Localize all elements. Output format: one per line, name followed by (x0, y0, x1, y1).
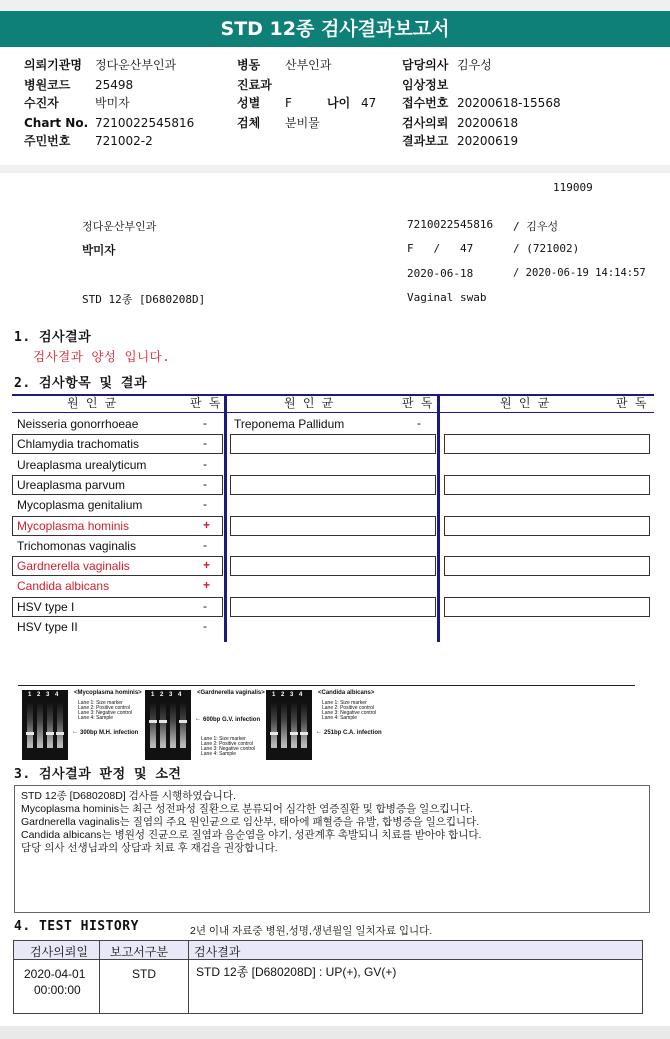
opinion-line: Gardnerella vaginalis는 질염의 주요 원인균으로 임산부, 태아에 패혈증을 유발, 합병증을 일으킵니다. (21, 816, 480, 828)
gel-title: <Candida albicans> (318, 690, 375, 696)
history-col-result: 검사결과 (194, 945, 241, 959)
empty-result-slot (230, 556, 436, 576)
gel-band (46, 732, 54, 735)
meta-department (237, 77, 272, 93)
section-4-heading: 4. TEST HISTORY (14, 919, 139, 934)
report-chart-no: 7210022545816 (407, 218, 494, 231)
meta-value: 김우성 (457, 58, 492, 72)
result-summary: 검사결과 양성 입니다. (33, 349, 171, 364)
report-number: 119009 (553, 181, 593, 194)
result-value: + (203, 578, 211, 593)
gel-legend-line: Lane 3: Negative control (322, 710, 377, 716)
column-header-pathogen: 원 인 균 (284, 396, 334, 410)
empty-result-slot (444, 597, 650, 617)
page-footer-bar (0, 1026, 670, 1039)
meta-clinical-info (402, 77, 448, 93)
opinion-line: STD 12종 [D680208D] 검사를 시행하였습니다. (21, 790, 236, 802)
meta-chart-no (24, 115, 195, 131)
report-sex-age: F / 47 (407, 242, 474, 255)
gel-lane (170, 702, 176, 748)
opinion-line: 담당 의사 선생님과의 상담과 치료 후 재검을 권장합니다. (21, 842, 278, 854)
meta-label: 임상정보 (402, 78, 449, 92)
section-3-heading: 3. 검사결과 판정 및 소견 (14, 767, 182, 782)
table-column-divider (437, 394, 440, 642)
result-value: - (203, 598, 207, 613)
meta-label: 병원코드 (24, 78, 71, 92)
meta-label: 나이 (327, 96, 351, 110)
meta-label: 검체 (237, 116, 261, 130)
result-value: - (203, 416, 207, 430)
arrow-left-icon: ← (72, 729, 78, 735)
column-header-result: 판 독 (190, 396, 221, 410)
meta-value: 분비물 (285, 116, 320, 130)
pathogen-name: Treponema Pallidum (234, 417, 345, 431)
meta-value: 산부인과 (285, 58, 332, 72)
gel-legend-line: Lane 1: Size marker (322, 700, 367, 706)
report-patient: 박미자 (82, 243, 116, 257)
gel-legend-line: Lane 1: Size marker (201, 736, 246, 742)
report-title: STD 12종 검사결과보고서 (0, 11, 670, 47)
pathogen-name: Trichomonas vaginalis (17, 538, 136, 553)
gel-legend-line: Lane 2: Positive control (78, 705, 130, 711)
meta-sex (237, 95, 292, 111)
arrow-left-icon: ← (195, 716, 201, 722)
gel-band (270, 732, 278, 735)
gel-band-label: 251bp C.A. infection (324, 730, 382, 736)
gel-lane (47, 702, 53, 748)
meta-value: 20200619 (457, 134, 519, 148)
gel-lane (281, 702, 287, 748)
result-value: - (203, 456, 207, 471)
meta-label: 진료과 (237, 78, 272, 92)
empty-result-slot (444, 556, 650, 576)
meta-ward (237, 57, 332, 73)
result-value: - (203, 537, 207, 552)
gel-band (26, 732, 34, 735)
history-row-time: 00:00:00 (34, 983, 81, 997)
gel-lane (37, 702, 43, 748)
section-1-heading: 1. 검사결과 (14, 330, 92, 345)
meta-label: Chart No. (24, 116, 89, 130)
gel-legend-line: Lane 4: Sample (78, 715, 114, 721)
result-value: + (203, 558, 211, 573)
gel-band (290, 732, 298, 735)
column-header-result: 판 독 (402, 396, 433, 410)
pathogen-name: HSV type I (17, 599, 75, 614)
header-info (0, 47, 670, 165)
pathogen-name: Mycoplasma genitalium (17, 498, 143, 513)
meta-label: 병동 (237, 58, 261, 72)
empty-result-slot (444, 475, 650, 495)
gel-legend-line: Lane 4: Sample (201, 751, 237, 757)
pathogen-name: Chlamydia trachomatis (17, 437, 140, 452)
history-col-divider (188, 941, 189, 1013)
gel-lane (150, 702, 156, 748)
history-table-header (14, 941, 642, 960)
gel-lane (57, 702, 63, 748)
column-header-pathogen: 원 인 균 (500, 396, 550, 410)
report-reported: / 2020-06-19 14:14:57 (513, 267, 646, 279)
gel-title: <Gardnerella vaginalis> (197, 690, 265, 696)
result-value: - (417, 416, 421, 430)
meta-label: 성별 (237, 96, 261, 110)
meta-value: 20200618 (457, 116, 519, 130)
meta-value: 47 (361, 96, 377, 110)
meta-age (327, 95, 377, 111)
history-row-type: STD (132, 967, 156, 981)
gel-lane-numbers: 1 2 3 4 (151, 692, 184, 698)
gel-lane (291, 702, 297, 748)
gel-lane (180, 702, 186, 748)
gel-title: <Mycoplasma hominis> (74, 690, 142, 696)
meta-value: F (285, 96, 292, 110)
report-birth: / (721002) (513, 242, 580, 255)
meta-report-date (402, 133, 519, 149)
history-note: 2년 이내 자료중 병원,성명,생년월일 일치자료 입니다. (190, 925, 433, 937)
gel-band (149, 720, 157, 723)
meta-label: 의뢰기관명 (24, 58, 82, 72)
history-row-date: 2020-04-01 (24, 967, 86, 981)
result-value: - (203, 476, 207, 491)
pathogen-name: Mycoplasma hominis (17, 518, 130, 533)
opinion-line: Mycoplasma hominis는 최근 성전파성 질환으로 분류되어 심각한 염증질환 및 합병증을 일으킵니다. (21, 803, 473, 815)
meta-doctor (402, 57, 492, 73)
meta-label: 검사의뢰 (402, 116, 449, 130)
meta-value: 7210022545816 (95, 116, 195, 130)
section-2-heading: 2. 검사항목 및 결과 (14, 376, 148, 391)
gel-lane-numbers: 1 2 3 4 (28, 692, 61, 698)
report-specimen: Vaginal swab (407, 291, 487, 304)
gel-band-label: 300bp M.H. infection (80, 730, 139, 736)
meta-receipt-no (402, 95, 561, 111)
empty-result-slot (444, 516, 650, 536)
meta-value: 박미자 (95, 96, 130, 110)
meta-hospital (24, 57, 177, 73)
gel-lane (271, 702, 277, 748)
gel-legend-line: Lane 1: Size marker (78, 700, 123, 706)
empty-result-slot (230, 434, 436, 454)
empty-result-slot (230, 516, 436, 536)
gel-band (179, 720, 187, 723)
meta-patient (24, 95, 130, 111)
pathogen-name: Candida albicans (17, 579, 110, 594)
gel-lane (160, 702, 166, 748)
gel-legend-line: Lane 2: Positive control (201, 741, 253, 747)
meta-value: 20200618-15568 (457, 96, 561, 110)
empty-result-slot (444, 434, 650, 454)
history-table (13, 940, 643, 1014)
pathogen-name: Ureaplasma parvum (17, 477, 126, 492)
empty-result-slot (230, 597, 436, 617)
meta-label: 수진자 (24, 96, 59, 110)
gel-band-label: 600bp G.V. infection (203, 717, 261, 723)
pathogen-name: Neisseria gonorrhoeae (17, 417, 139, 431)
opinion-box (14, 785, 650, 913)
meta-label: 주민번호 (24, 134, 71, 148)
gel-legend-line: Lane 4: Sample (322, 715, 358, 721)
gel-lane-numbers: 1 2 3 4 (272, 692, 305, 698)
meta-resident-no (24, 133, 153, 149)
gel-legend-line: Lane 2: Positive control (322, 705, 374, 711)
column-header-pathogen: 원 인 균 (67, 396, 117, 410)
meta-value: 25498 (95, 78, 134, 92)
report-received: 2020-06-18 (407, 267, 474, 280)
result-value: - (203, 436, 207, 451)
meta-value: 721002-2 (95, 134, 153, 148)
gel-legend-line: Lane 3: Negative control (78, 710, 133, 716)
empty-result-slot (230, 475, 436, 495)
history-col-type: 보고서구분 (110, 945, 168, 959)
meta-request-date (402, 115, 519, 131)
result-value: - (203, 497, 207, 512)
report-hospital: 정다운산부인과 (82, 220, 157, 233)
gel-legend-line: Lane 3: Negative control (201, 746, 256, 752)
meta-label: 결과보고 (402, 134, 449, 148)
table-column-divider (224, 394, 227, 642)
report-test-name: STD 12종 [D680208D] (82, 293, 206, 306)
arrow-left-icon: ← (316, 729, 322, 735)
gel-lane (301, 702, 307, 748)
report-doctor: / 김우성 (513, 220, 559, 233)
gel-band (300, 732, 308, 735)
results-table (12, 394, 654, 642)
gel-electrophoresis-strip (18, 685, 635, 765)
result-value: + (203, 517, 211, 532)
history-col-date: 검사의뢰일 (30, 945, 88, 959)
result-value: - (203, 619, 207, 633)
gel-lane (27, 702, 33, 748)
report-body (0, 173, 670, 1026)
meta-label: 접수번호 (402, 96, 449, 110)
gel-band (56, 732, 64, 735)
meta-value: 정다운산부인과 (95, 58, 177, 72)
meta-hospital-code (24, 77, 134, 93)
column-header-result: 판 독 (616, 396, 647, 410)
pathogen-name: HSV type II (17, 620, 78, 634)
history-row-result: STD 12종 [D680208D] : UP(+), GV(+) (196, 965, 397, 979)
gel-band (159, 720, 167, 723)
pathogen-name: Gardnerella vaginalis (17, 559, 130, 574)
meta-specimen (237, 115, 320, 131)
meta-label: 담당의사 (402, 58, 449, 72)
opinion-line: Candida albicans는 병원성 진균으로 질염과 음순염을 야기, 성관계후 촉발되니 치료를 받아야 합니다. (21, 829, 482, 841)
pathogen-name: Ureaplasma urealyticum (17, 457, 147, 472)
history-col-divider (99, 941, 100, 1013)
table-header-divider (12, 412, 654, 413)
